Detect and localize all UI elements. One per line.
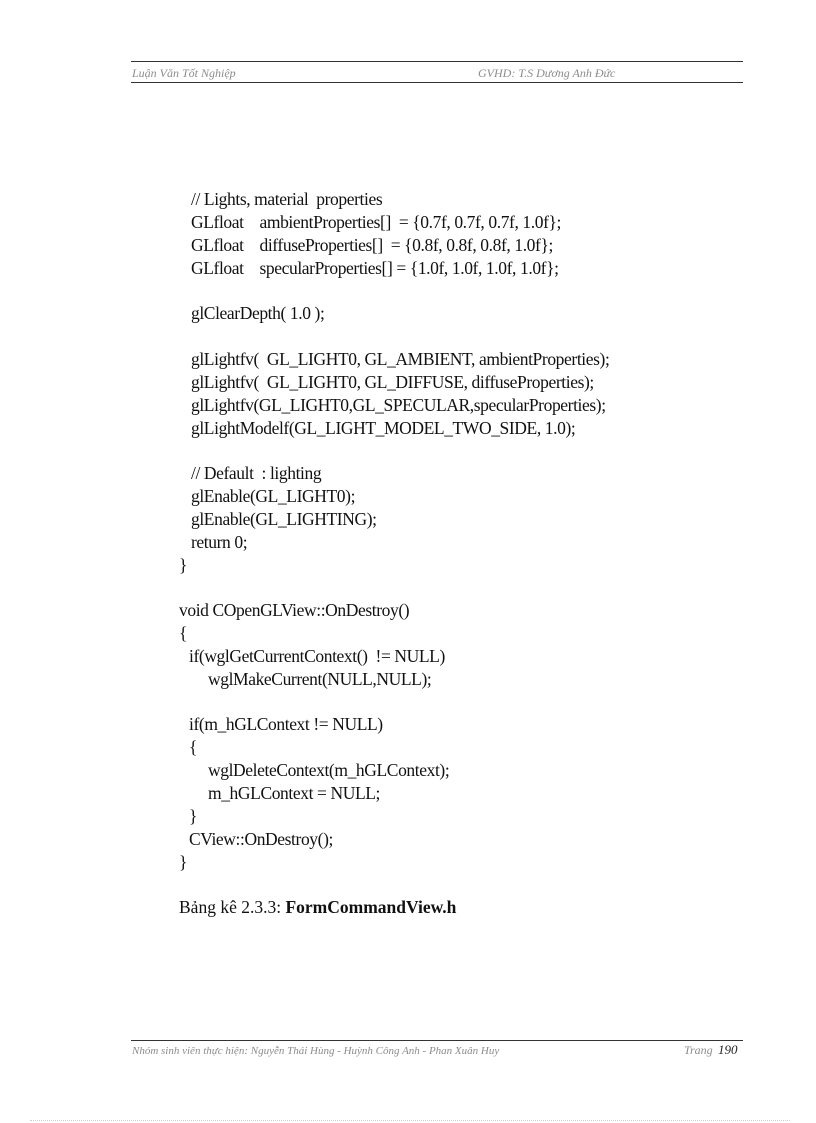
code-line: CView::OnDestroy(); xyxy=(189,829,333,849)
code-line: m_hGLContext = NULL; xyxy=(208,783,380,803)
caption-prefix: Bảng kê 2.3.3: xyxy=(179,897,286,917)
code-line: { xyxy=(179,623,187,643)
caption-filename: FormCommandView.h xyxy=(285,897,457,917)
header-advisor: GVHD: T.S Dương Anh Đức xyxy=(478,66,616,80)
code-line: } xyxy=(179,852,187,872)
code-line: } xyxy=(179,555,187,575)
footer-page-number: 190 xyxy=(718,1042,738,1057)
code-line: GLfloat ambientProperties[] = {0.7f, 0.7f, 0.7f, 1.0f}; xyxy=(191,212,561,232)
code-line: // Default : lighting xyxy=(191,463,322,483)
code-line: // Lights, material properties xyxy=(191,189,383,209)
header-bottom-rule xyxy=(131,82,743,83)
code-line: glEnable(GL_LIGHTING); xyxy=(191,509,377,529)
code-line: if(m_hGLContext != NULL) xyxy=(189,714,383,734)
footer-rule xyxy=(131,1040,743,1041)
footer-authors: Nhóm sinh viên thực hiện: Nguyễn Thái Hùng - Huỳnh Công Anh - Phan Xuân Huy xyxy=(132,1045,500,1057)
code-line: void COpenGLView::OnDestroy() xyxy=(179,600,410,620)
code-line: glLightfv( GL_LIGHT0, GL_DIFFUSE, diffuseProperties); xyxy=(191,372,594,392)
code-line: GLfloat diffuseProperties[] = {0.8f, 0.8f, 0.8f, 1.0f}; xyxy=(191,235,553,255)
code-line: wglMakeCurrent(NULL,NULL); xyxy=(208,669,432,689)
bottom-dotted-divider xyxy=(30,1120,790,1121)
code-line: { xyxy=(189,737,197,757)
header-thesis-title: Luận Văn Tốt Nghiệp xyxy=(132,66,236,80)
code-line: glLightModelf(GL_LIGHT_MODEL_TWO_SIDE, 1.0); xyxy=(191,418,576,438)
code-line: glLightfv( GL_LIGHT0, GL_AMBIENT, ambientProperties); xyxy=(191,349,610,369)
code-line: GLfloat specularProperties[] = {1.0f, 1.0f, 1.0f, 1.0f}; xyxy=(191,258,559,278)
code-line: glClearDepth( 1.0 ); xyxy=(191,303,325,323)
header-top-rule xyxy=(131,61,743,62)
footer-trang-label: Trang xyxy=(684,1043,713,1057)
code-line: } xyxy=(189,806,197,826)
listing-caption xyxy=(179,897,456,918)
code-line: if(wglGetCurrentContext() != NULL) xyxy=(189,646,445,666)
code-line: return 0; xyxy=(191,532,248,552)
code-line: glEnable(GL_LIGHT0); xyxy=(191,486,356,506)
code-line: wglDeleteContext(m_hGLContext); xyxy=(208,760,450,780)
code-line: glLightfv(GL_LIGHT0,GL_SPECULAR,specularProperties); xyxy=(191,395,606,415)
